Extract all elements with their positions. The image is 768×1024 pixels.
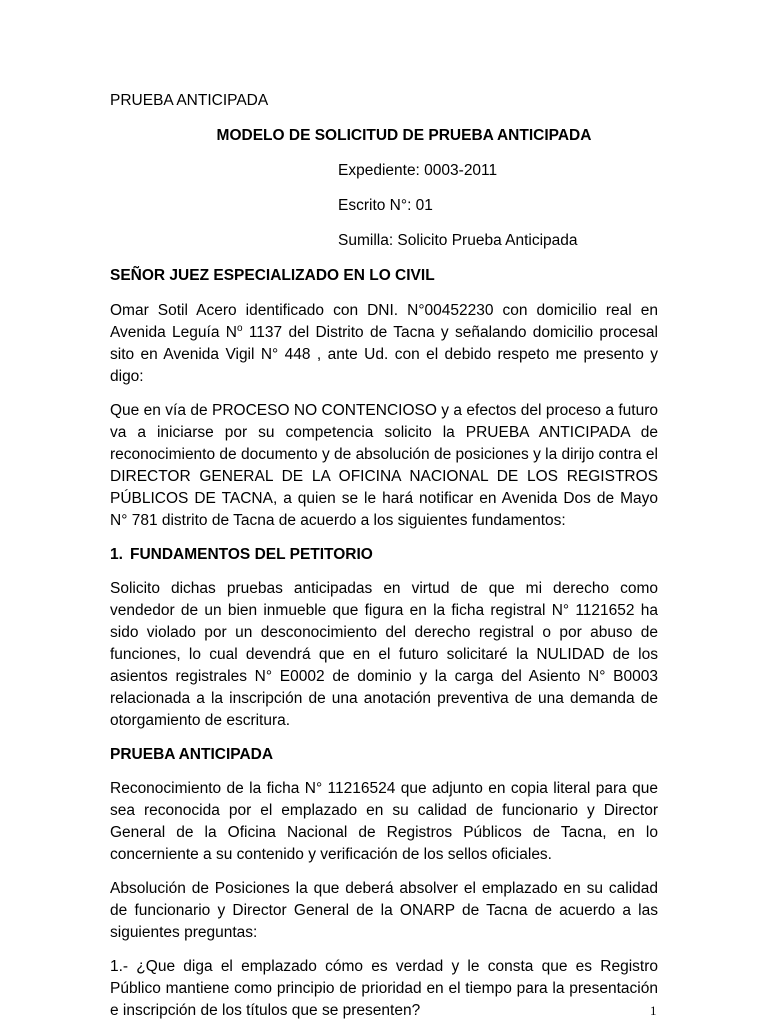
document-title: MODELO DE SOLICITUD DE PRUEBA ANTICIPADA: [216, 127, 592, 144]
section-title: FUNDAMENTOS DEL PETITORIO: [130, 546, 373, 563]
paragraph-fundamentos: Solicito dichas pruebas anticipadas en virtud de que mi derecho como vendedor de un bien inmueble que figura en la ficha registral N° 1121652 ha sido violado por un desconocimiento del derecho registral o por abuso de funciones, lo cual devendrá que en el futuro solicitaré la NULIDAD de los asientos registrales N° E0002 de dominio y la carga del Asiento N° B0003 relacionada a la inscripción de una anotación preventiva de una demanda de otorgamiento de escritura.: [110, 580, 658, 729]
addressee-heading: SEÑOR JUEZ ESPECIALIZADO EN LO CIVIL: [110, 267, 435, 284]
paragraph-proceso: Que en vía de PROCESO NO CONTENCIOSO y a efectos del proceso a futuro va a iniciarse por su competencia solicito la PRUEBA ANTICIPADA de reconocimiento de documento y de absolución de posiciones y la dirijo contra el DIRECTOR GENERAL DE LA OFICINA NACIONAL DE LOS REGISTROS PÚBLICOS DE TACNA, a quien se le hará notificar en Avenida Dos de Mayo N° 781 distrito de Tacna de acuerdo a los siguientes fundamentos:: [110, 402, 658, 529]
intro-text-1: Omar Sotil Acero identificado con DNI. N°00452230 con domicilio real en Avenida Leguía N: [110, 302, 658, 341]
sumilla-line: Sumilla: Solicito Prueba Anticipada: [338, 232, 578, 249]
section-number: 1.: [110, 546, 123, 563]
section-heading-fundamentos: [110, 544, 658, 566]
intro-text-2: 1137 del Distrito de Tacna y señalando domicilio procesal sito en Avenida Vigil N° 448 , ante Ud. con el debido respeto me presento y digo:: [110, 324, 658, 385]
section-heading-prueba: PRUEBA ANTICIPADA: [110, 746, 274, 763]
intro-superscript: o: [236, 323, 243, 334]
page-number: 1: [650, 1003, 657, 1018]
paragraph-reconocimiento: Reconocimiento de la ficha N° 11216524 que adjunto en copia literal para que sea reconocida por el emplazado en su calidad de funcionario y Director General de la Oficina Nacional de Registros Públicos de Tacna, en lo concerniente a su contenido y verificación de los sellos oficiales.: [110, 780, 658, 863]
document-page: [110, 90, 658, 1022]
top-label: PRUEBA ANTICIPADA: [110, 92, 269, 109]
paragraph-absolucion: Absolución de Posiciones la que deberá absolver el emplazado en su calidad de funcionario y Director General de la ONARP de Tacna de acuerdo a las siguientes preguntas:: [110, 880, 658, 941]
escrito-line: Escrito N°: 01: [338, 197, 433, 214]
question-1: 1.- ¿Que diga el emplazado cómo es verdad y le consta que es Registro Público mantiene como principio de prioridad en el tiempo para la presentación e inscripción de los títulos que se presenten?: [110, 958, 658, 1019]
expediente-line: Expediente: 0003-2011: [338, 162, 498, 179]
intro-paragraph: [110, 300, 658, 388]
